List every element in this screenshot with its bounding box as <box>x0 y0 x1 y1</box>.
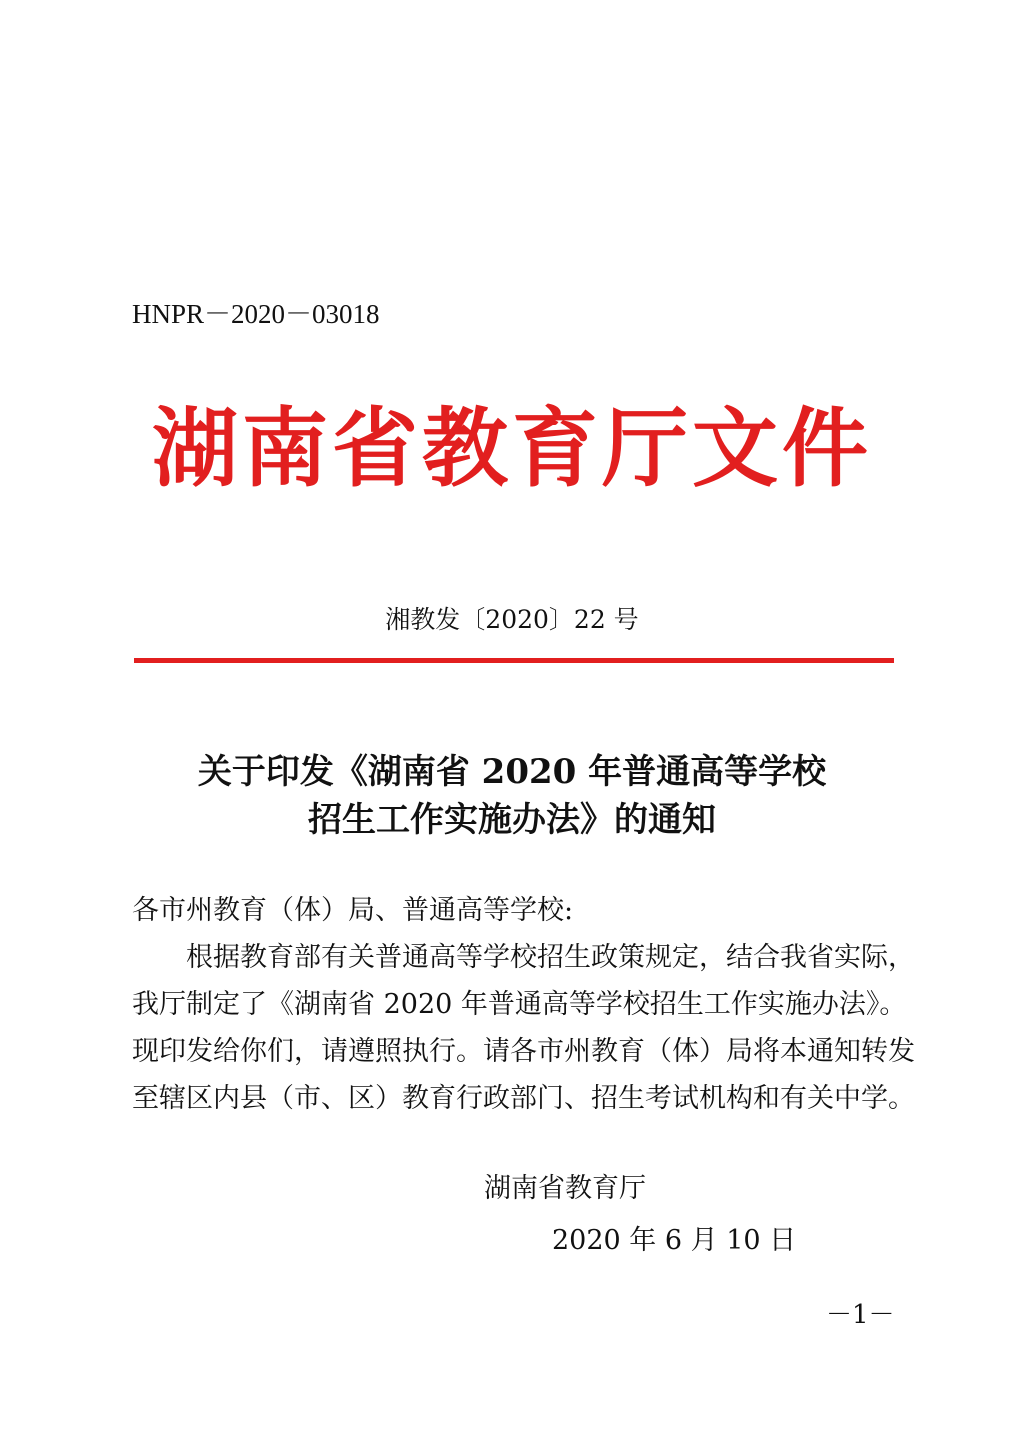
issue-date: 2020 年 6 月 10 日 <box>552 1225 797 1256</box>
body-line-2: 我厅制定了《湖南省 2020 年普通高等学校招生工作实施办法》。 <box>132 989 907 1020</box>
notice-title <box>0 748 1024 844</box>
body-line-1: 根据教育部有关普通高等学校招生政策规定，结合我省实际， <box>186 942 915 973</box>
red-divider-line <box>134 658 894 663</box>
body-line-4: 至辖区内县（市、区）教育行政部门、招生考试机构和有关中学。 <box>132 1083 915 1114</box>
notice-body <box>132 887 915 1122</box>
document-number: 湘教发〔2020〕22 号 <box>385 605 639 634</box>
page-number: －1－ <box>826 1300 895 1330</box>
notice-title-line-1: 关于印发《湖南省 2020 年普通高等学校 <box>197 752 827 792</box>
salutation: 各市州教育（体）局、普通高等学校: <box>132 895 574 926</box>
masthead-title: 湖南省教育厅文件 <box>152 399 872 499</box>
signer: 湖南省教育厅 <box>484 1173 646 1204</box>
document-code: HNPR－2020－03018 <box>132 299 380 329</box>
notice-title-line-2: 招生工作实施办法》的通知 <box>308 800 716 840</box>
body-line-3: 现印发给你们，请遵照执行。请各市州教育（体）局将本通知转发 <box>132 1036 915 1067</box>
